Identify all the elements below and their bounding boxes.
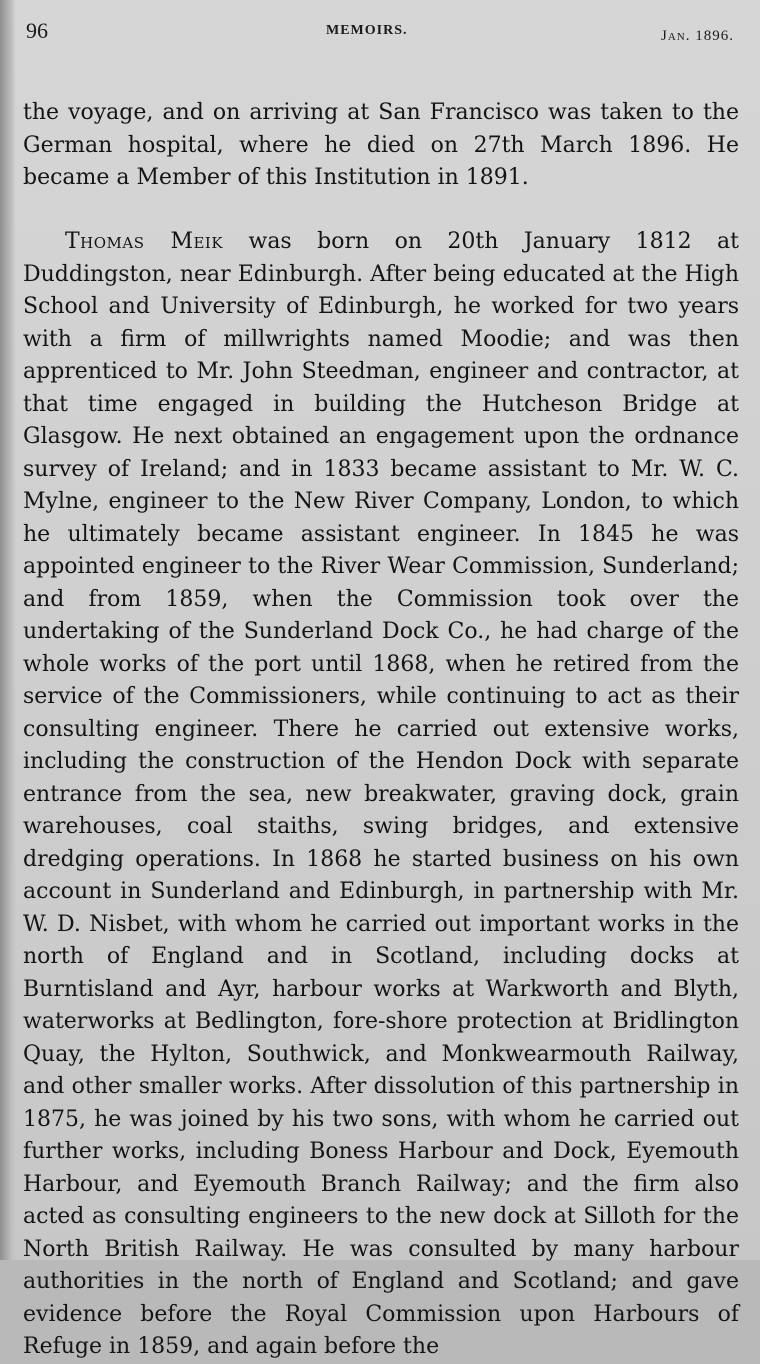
header-date: Jan. 1896. <box>661 28 734 44</box>
running-head <box>26 18 734 48</box>
memoir-paragraph <box>23 226 739 1364</box>
section-title: MEMOIRS. <box>326 23 408 38</box>
paragraph-continued <box>23 97 739 195</box>
paragraph-continued-text: the voyage, and on arriving at San Francisco was taken to the German hospital, where he died on 27th March 1896. He became a Member of this Institution in 1891. <box>23 100 739 190</box>
memoir-text: was born on 20th January 1812 at Duddingston, near Edinburgh. After being educated at the High School and University of Edinburgh, he worked for two years with a firm of millwrights named Moodie; and was then apprenticed to Mr. John Steedman, engineer and contractor, at that time engaged in building the Hutcheson Bridge at Glasgow. He next obtained an engagement upon the ordnance survey of Ireland; and in 1833 became assistant to Mr. W. C. Mylne, engineer to the New River Company, London, to which he ultimately became assistant engineer. In 1845 he was appointed engineer to the River Wear Commission, Sunderland; and from 1859, when the Commission took over the undertaking of the Sunderland Dock Co., he had charge of the whole works of the port until 1868, when he retired from the service of the Commissioners, while continuing to act as their consulting engineer. There he carried out extensive works, including the construction of the Hendon Dock with separate entrance from the sea, new breakwater, graving dock, grain warehouses, coal staiths, swing bridges, and extensive dredging operations. In 1868 he started business on his own account in Sunderland and Edinburgh, in partnership with Mr. W. D. Nisbet, with whom he carried out important works in the north of England and in Scotland, including docks at Burntisland and Ayr, harbour works at Warkworth and Blyth, waterworks at Bedlington, fore-shore protection at Bridlington Quay, the Hylton, Southwick, and Monkwearmouth Railway, and other smaller works. After dissolution of this partnership in 1875, he was joined by his two sons, with whom he carried out further works, including Boness Harbour and Dock, Eyemouth Harbour, and Eyemouth Branch Railway; and the firm also acted as consulting engineers to the new dock at Silloth for the North British Railway. He was consulted by many harbour authorities in the north of England and Scotland; and gave evidence before the Royal Commission upon Harbours of Refuge in 1859, and again before the <box>23 229 739 1359</box>
page-binding-shadow <box>0 0 16 1260</box>
page-number: 96 <box>26 18 48 43</box>
memoir-name: Thomas Meik <box>65 229 224 254</box>
